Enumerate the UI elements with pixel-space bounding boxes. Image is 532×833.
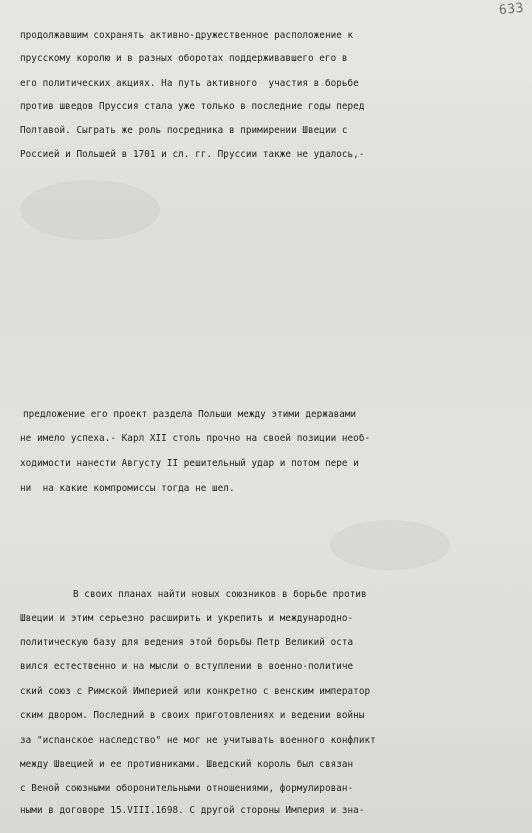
- text-line: ными в договоре 15.VIII.1698. С другой стороны Империя и зна-: [20, 805, 365, 816]
- text-line: вился естественно и на мысли о вступлении в военно-политиче: [20, 661, 354, 672]
- text-line: ским двором. Последний в своих приготовлениях и ведении войны: [20, 710, 365, 721]
- text-line: Швеции и этим серьезно расширить и укрепить и международно-: [20, 613, 354, 624]
- text-line: предложение его проект раздела Польши между этими державами: [23, 409, 357, 420]
- paper-smudge: [20, 180, 160, 240]
- text-line: ский союз с Римской Империей или конкретно с венским император: [20, 686, 371, 697]
- text-line: его политических акциях. На путь активного участия в борьбе: [20, 78, 359, 89]
- page-number: 633: [498, 0, 525, 19]
- text-line: продолжавшим сохранять активно-дружественное расположение к: [20, 30, 354, 41]
- text-line: Россией и Польшей в 1701 и сл. гг. Пруссии также не удалось,-: [20, 149, 365, 160]
- text-line: В своих планах найти новых союзников в борьбе против: [73, 589, 367, 600]
- text-line: против шведов Пруссия стала уже только в последние годы перед: [20, 101, 365, 112]
- text-line: между Швецией и ее противниками. Шведский король был связан: [20, 759, 354, 770]
- text-line: прусскому королю и в разных оборотах поддерживавшего его в: [20, 53, 348, 64]
- text-line: не имело успеха.- Карл XII столь прочно на своей позиции необ-: [20, 433, 371, 444]
- text-line: политическую базу для ведения этой борьбы Петр Великий оста: [20, 637, 354, 648]
- text-line: с Веной союзными оборонительными отношениями, формулирован-: [20, 783, 354, 794]
- paper-smudge: [330, 520, 450, 570]
- text-line: Полтавой. Сыграть же роль посредника в примирении Швеции с: [20, 125, 348, 136]
- text-line: за "испанское наследство" не мог не учитывать военного конфликт: [20, 735, 376, 746]
- text-line: ходимости нанести Августу II решительный удар и потом пере и: [20, 458, 359, 469]
- text-line: ни на какие компромиссы тогда не шел.: [20, 483, 235, 494]
